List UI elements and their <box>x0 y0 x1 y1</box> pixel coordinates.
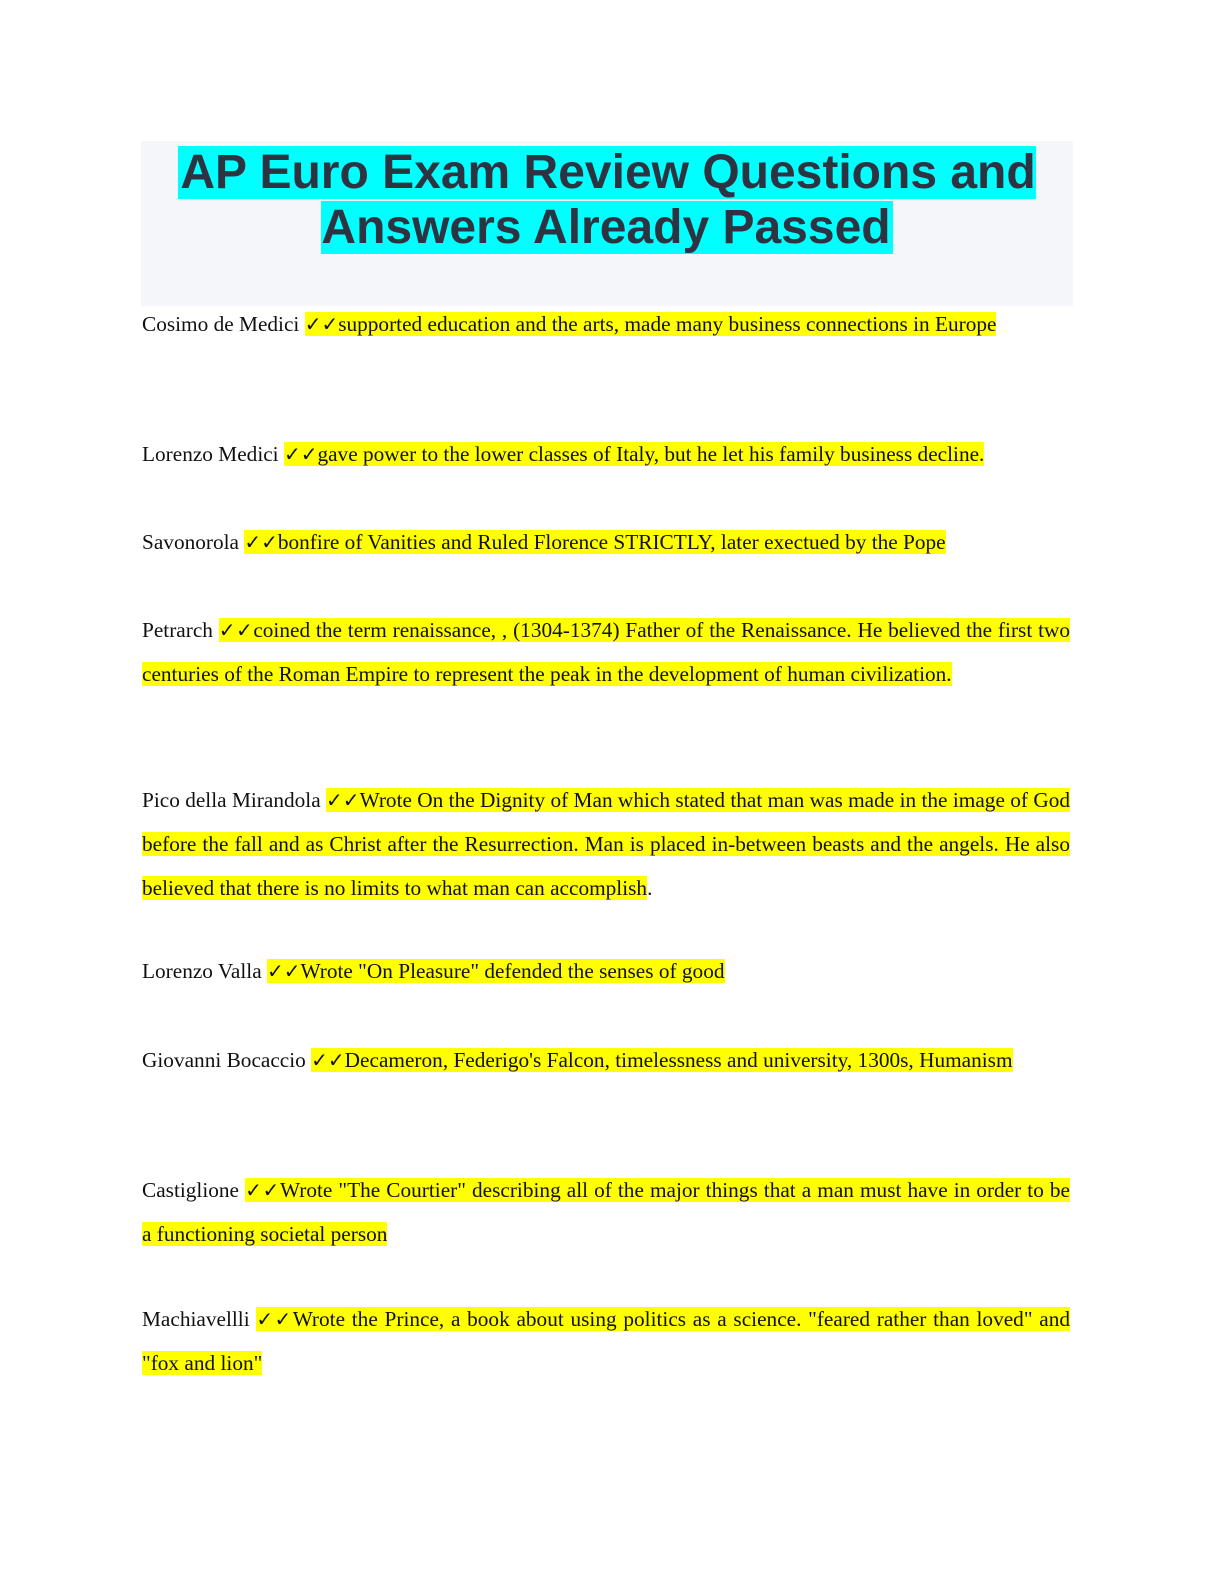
entry-answer-highlight <box>267 959 725 983</box>
double-check-icon: ✓✓ <box>218 618 254 642</box>
entry-valla <box>142 949 1070 993</box>
entry-answer: Wrote the Prince, a book about using politics as a science. "feared rather than loved" and "fox and lion" <box>142 1307 1070 1375</box>
entry-bocaccio <box>142 1038 1070 1082</box>
entry-pico <box>142 778 1070 910</box>
entry-answer: Wrote "The Courtier" describing all of the major things that a man must have in order to be a functioning societal person <box>142 1178 1070 1246</box>
double-check-icon: ✓✓ <box>245 1178 281 1202</box>
entry-castiglione <box>142 1168 1070 1256</box>
double-check-icon: ✓✓ <box>256 1307 293 1331</box>
entry-answer-highlight <box>284 442 984 466</box>
entry-lorenzo-medici <box>142 432 1070 476</box>
entry-term: Pico della Mirandola <box>142 788 321 812</box>
entry-petrarch <box>142 608 1070 696</box>
title-highlight: AP Euro Exam Review Questions and Answers Already Passed <box>180 146 1036 254</box>
entry-answer-highlight <box>142 1307 1070 1375</box>
entry-term: Lorenzo Valla <box>142 959 262 983</box>
entry-term: Savonorola <box>142 530 240 554</box>
entry-trailing: . <box>647 876 653 900</box>
entry-answer: Wrote "On Pleasure" defended the senses of good <box>300 959 725 983</box>
double-check-icon: ✓✓ <box>304 312 339 336</box>
entry-answer: coined the term renaissance, , (1304-1374) Father of the Renaissance. He believed the first two centuries of the Roman Empire to represent the peak in the development of human civilization. <box>142 618 1071 686</box>
double-check-icon: ✓✓ <box>266 959 301 983</box>
entry-term: Giovanni Bocaccio <box>142 1048 306 1072</box>
entry-answer-highlight <box>142 1178 1070 1246</box>
entry-machiavelli <box>142 1297 1070 1385</box>
entry-answer: bonfire of Vanities and Ruled Florence STRICTLY, later exectued by the Pope <box>277 530 946 554</box>
entry-term: Castiglione <box>142 1178 240 1202</box>
double-check-icon: ✓✓ <box>311 1048 345 1072</box>
entry-cosimo <box>142 302 1070 346</box>
entry-savonorola <box>142 520 1070 564</box>
entry-answer: Decameron, Federigo's Falcon, timelessness and university, 1300s, Humanism <box>344 1048 1013 1072</box>
entry-answer-highlight <box>142 618 1070 686</box>
double-check-icon: ✓✓ <box>244 530 278 554</box>
document-title <box>141 141 1073 255</box>
entry-term: Cosimo de Medici <box>142 312 300 336</box>
entry-answer-highlight <box>305 312 997 336</box>
entry-answer-highlight <box>244 530 945 554</box>
title-block <box>141 141 1073 306</box>
entry-answer: Wrote On the Dignity of Man which stated that man was made in the image of God before the fall and as Christ after the Resurrection. Man is placed in-between beasts and the angels. He also believed that there is no limits to what man can accomplish <box>142 788 1071 900</box>
entry-answer: supported education and the arts, made many business connections in Europe <box>338 312 997 336</box>
entry-term: Machiavellli <box>142 1307 250 1331</box>
entry-answer-highlight <box>311 1048 1012 1072</box>
double-check-icon: ✓✓ <box>326 788 360 812</box>
double-check-icon: ✓✓ <box>283 442 318 466</box>
entry-term: Petrarch <box>142 618 213 642</box>
entry-answer: gave power to the lower classes of Italy, but he let his family business decline. <box>317 442 985 466</box>
entry-term: Lorenzo Medici <box>142 442 279 466</box>
